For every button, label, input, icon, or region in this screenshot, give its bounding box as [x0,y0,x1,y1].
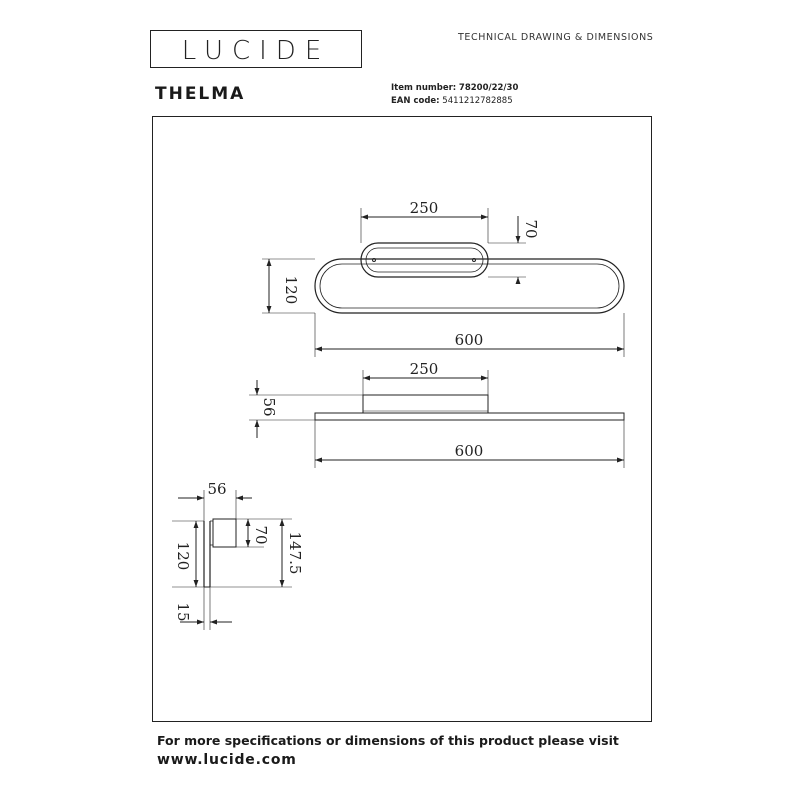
item-number-value: 78200/22/30 [458,83,519,93]
ean-label: EAN code: [391,96,440,106]
screw-icon [373,259,376,262]
dim-label: 56 [260,397,278,417]
brand-logo-text: LUCIDE [181,36,331,66]
dim-label: 147.5 [286,531,304,575]
dim-label: 250 [409,360,439,378]
dim-label: 120 [174,541,192,571]
ean-value: 5411212782885 [442,96,513,106]
footer-text: For more specifications or dimensions of this product please visit [157,733,619,748]
dim-label: 600 [454,331,484,349]
dim-label: 70 [252,525,270,545]
dim-label: 56 [207,480,227,498]
body-outline-inner [366,248,483,272]
frame-outline-outer [315,259,624,313]
front-view [249,370,624,468]
frame-profile [315,413,624,420]
dim-label: 70 [522,219,540,239]
product-name: THELMA [155,84,246,104]
document-type: TECHNICAL DRAWING & DIMENSIONS [458,32,654,43]
body-side [213,519,236,547]
dim-label: 120 [282,275,300,305]
body-profile [363,395,488,413]
screw-icon [473,259,476,262]
website-link[interactable]: www.lucide.com [157,752,297,768]
dim-label: 15 [174,602,192,622]
dim-label: 250 [409,199,439,217]
item-number-label: Item number: [391,83,457,93]
dim-label: 600 [454,442,484,460]
top-view [262,208,624,357]
